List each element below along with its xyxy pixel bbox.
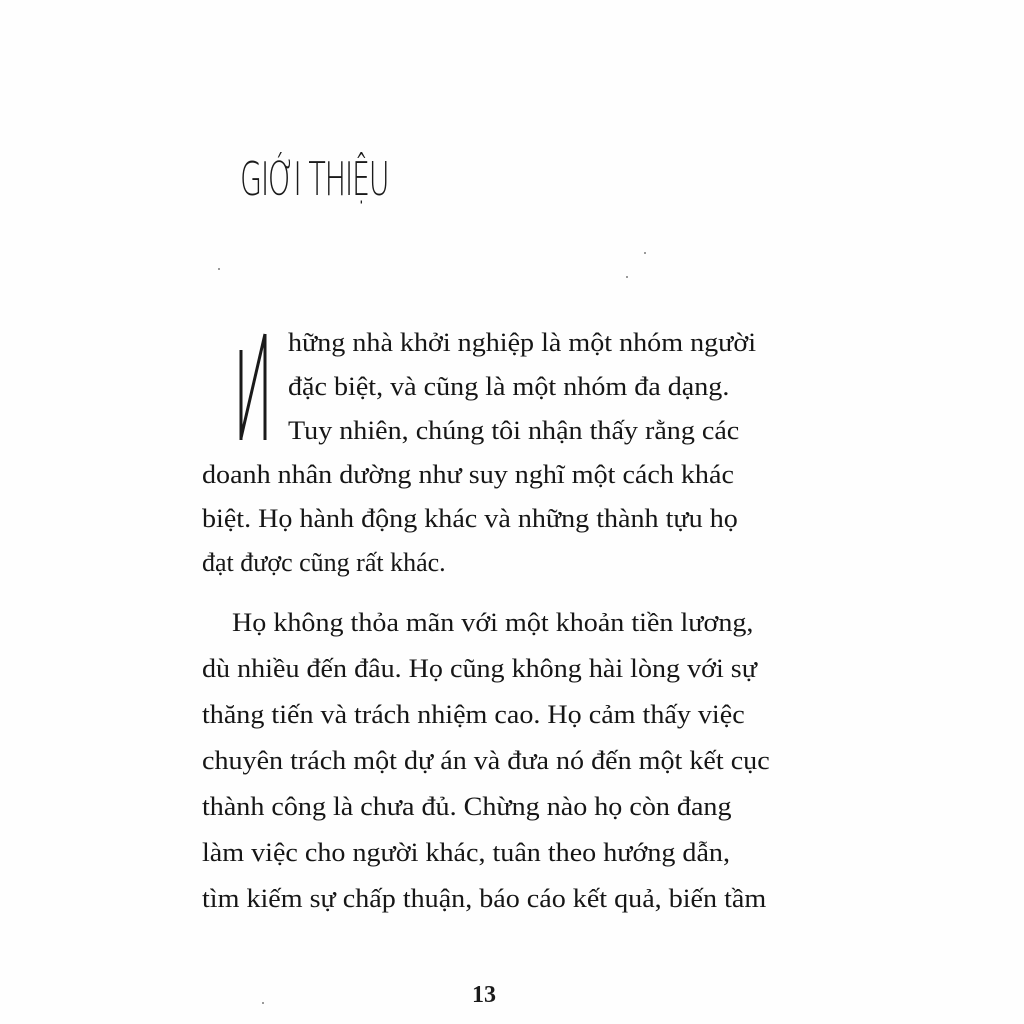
chapter-title: GIỚI THIỆU — [240, 152, 389, 206]
paragraph-1-line-2: đặc biệt, và cũng là một nhóm đa dạng. — [288, 372, 730, 401]
paragraph-1-line-3: Tuy nhiên, chúng tôi nhận thấy rằng các — [288, 416, 740, 445]
paragraph-2-line-2: dù nhiều đến đâu. Họ cũng không hài lòng với sự — [202, 654, 757, 683]
paragraph-2-line-4: chuyên trách một dự án và đưa nó đến một kết cục — [202, 746, 770, 775]
paragraph-2-line-6: làm việc cho người khác, tuân theo hướng dẫn, — [202, 838, 731, 867]
drop-cap-letter — [235, 330, 275, 442]
paragraph-1-line-6: đạt được cũng rất khác. — [202, 548, 446, 577]
paper-speck — [218, 268, 220, 270]
paragraph-2-line-7: tìm kiếm sự chấp thuận, báo cáo kết quả, biến tầm — [202, 884, 767, 913]
paragraph-1-line-4: doanh nhân dường như suy nghĩ một cách khác — [202, 460, 734, 489]
paragraph-1-line-5: biệt. Họ hành động khác và những thành tựu họ — [202, 504, 738, 533]
paper-speck — [626, 276, 628, 278]
paper-speck — [262, 1002, 264, 1004]
paragraph-2-line-3: thăng tiến và trách nhiệm cao. Họ cảm thấy việc — [202, 700, 745, 729]
paragraph-1-line-1: hững nhà khởi nghiệp là một nhóm người — [288, 328, 757, 357]
page-number: 13 — [472, 982, 496, 1008]
paragraph-2-line-1: Họ không thỏa mãn với một khoản tiền lương, — [232, 608, 754, 637]
paper-speck — [644, 252, 646, 254]
paragraph-2-line-5: thành công là chưa đủ. Chừng nào họ còn đang — [202, 792, 732, 821]
